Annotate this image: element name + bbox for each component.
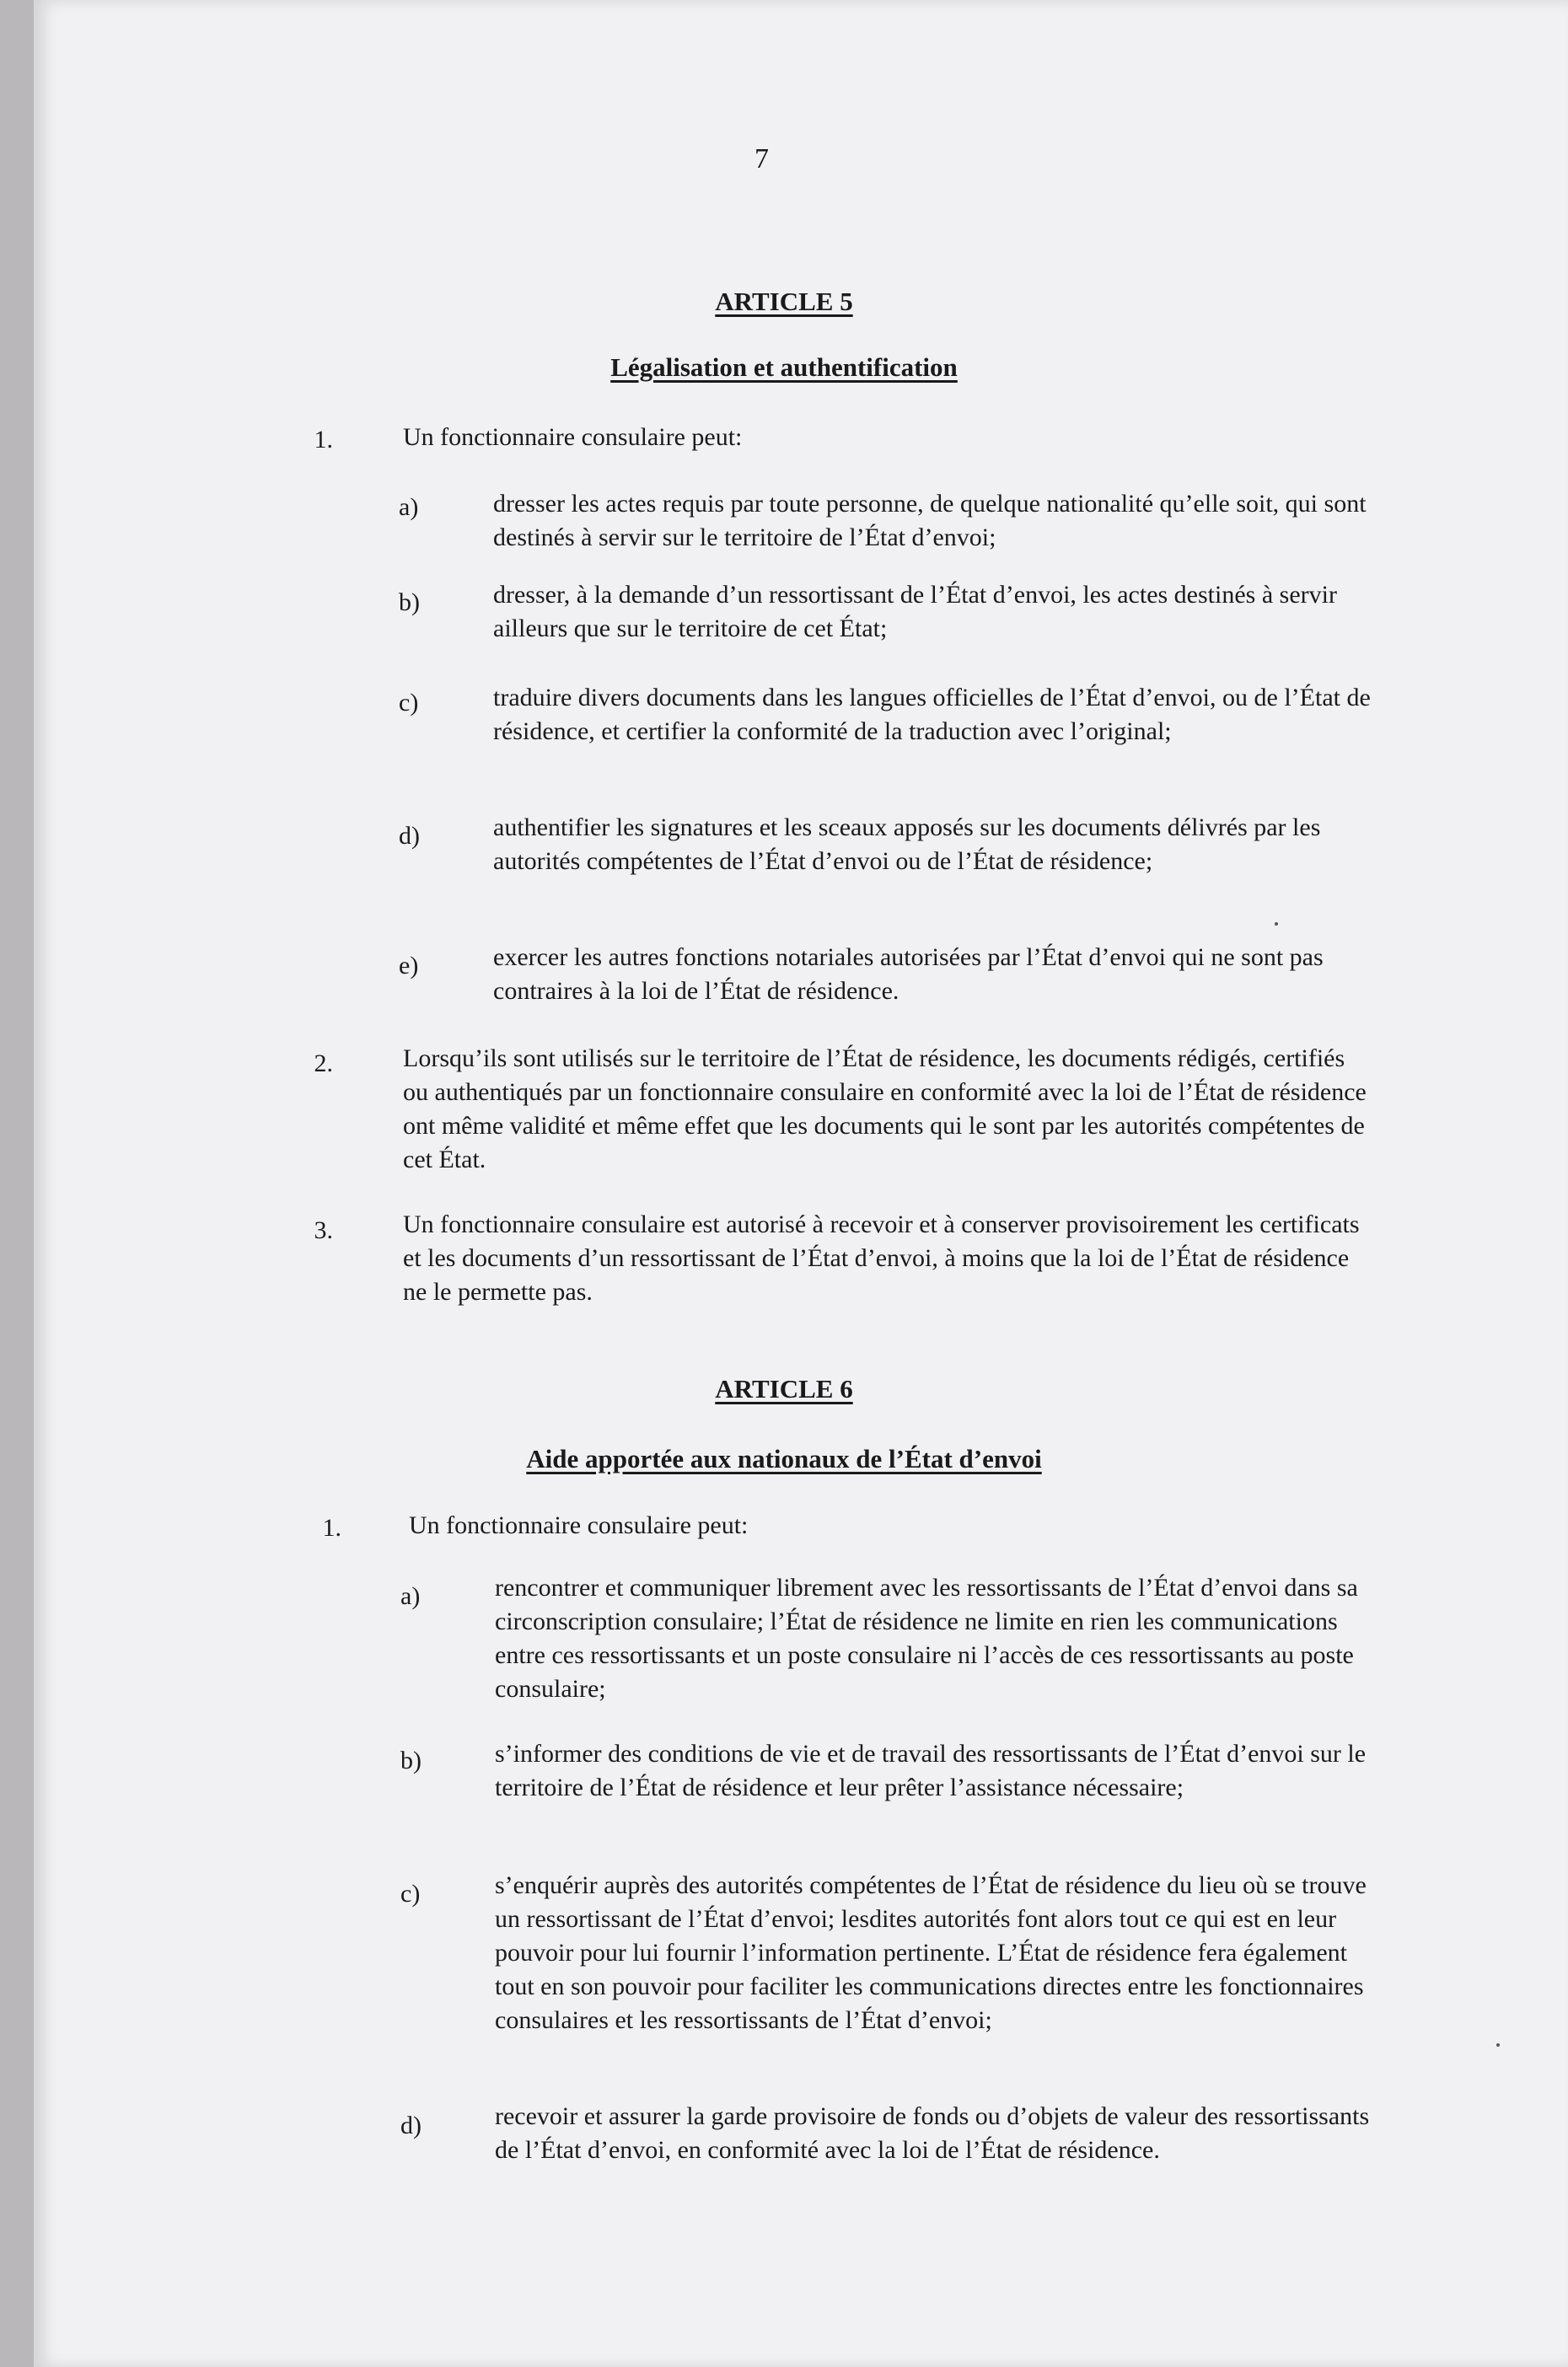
article-5-item-a-text: dresser les actes requis par toute personne, de quelque nationalité qu’elle soit, qui sont destinés à servir sur le territoire de l’État d’envoi; (493, 490, 1367, 551)
article-6-item-c-letter: c) (400, 1880, 421, 1908)
article-5-item-b-letter: b) (399, 588, 420, 616)
article-5-title: ARTICLE 5 (715, 287, 853, 316)
article-5-para-2-number: 2. (314, 1049, 333, 1077)
article-5-subtitle: Légalisation et authentification (610, 352, 958, 382)
article-5-item-c-letter: c) (399, 689, 419, 717)
article-5-para-3-number: 3. (314, 1216, 333, 1244)
article-5-item-d-letter: d) (399, 822, 420, 850)
article-5-para-1-text: Un fonctionnaire consulaire peut: (403, 423, 743, 451)
article-6-subtitle: Aide apportée aux nationaux de l’État d’envoi (526, 1444, 1042, 1473)
article-5-item-a-letter: a) (399, 493, 419, 521)
article-5-item-b-text: dresser, à la demande d’un ressortissant de l’État d’envoi, les actes destinés à servir ailleurs que sur le territoire de cet État; (493, 581, 1337, 642)
article-5-para-1-number: 1. (314, 426, 333, 454)
article-6-item-a-letter: a) (400, 1582, 421, 1610)
article-5-item-e-letter: e) (399, 952, 419, 980)
article-5-item-c-text: traduire divers documents dans les langues officielles de l’État d’envoi, ou de l’État de résidence, et certifier la conformité de la traduction avec l’original; (493, 684, 1371, 745)
page-number: 7 (754, 143, 769, 174)
article-6-item-d-letter: d) (400, 2112, 422, 2139)
article-5-para-2-text: Lorsqu’ils sont utilisés sur le territoire de l’État de résidence, les documents rédigés, certifiés ou authentiqués par un fonctionnaire consulaire en conformité avec la loi de l’État de résidence ont même validité et même effet que les documents qui le sont par les autorités compétentes de cet État. (403, 1044, 1367, 1173)
article-6-title: ARTICLE 6 (715, 1374, 853, 1404)
article-6-item-c-text: s’enquérir auprès des autorités compétentes de l’État de résidence du lieu où se trouve un ressortissant de l’État d’envoi; lesdites autorités font alors tout ce qui est en leur pouvoir pour lui fournir l’information pertinente. L’État de résidence fera également tout en son pouvoir pour faciliter les communications directes entre les fonctionnaires consulaires et les ressortissants de l’État d’envoi; (495, 1871, 1367, 2034)
article-6-para-1-number: 1. (322, 1514, 341, 1542)
scan-speck (1496, 2043, 1500, 2047)
article-5-item-d-text: authentifier les signatures et les sceaux apposés sur les documents délivrés par les autorités compétentes de l’État d’envoi ou de l’État de résidence; (493, 813, 1321, 875)
article-5-para-3-text: Un fonctionnaire consulaire est autorisé à recevoir et à conserver provisoirement les certificats et les documents d’un ressortissant de l’État d’envoi, à moins que la loi de l’État de résidence ne le permette pas. (403, 1210, 1360, 1306)
article-5-item-e-text: exercer les autres fonctions notariales autorisées par l’État d’envoi qui ne sont pas contraires à la loi de l’État de résidence. (493, 943, 1324, 1005)
article-6-para-1-text: Un fonctionnaire consulaire peut: (409, 1511, 749, 1539)
article-6-item-a-text: rencontrer et communiquer librement avec les ressortissants de l’État d’envoi dans sa circonscription consulaire; l’État de résidence ne limite en rien les communications entre ces ressortissants et un poste consulaire ni l’accès de ces ressortissants au poste consulaire; (495, 1574, 1358, 1703)
article-6-item-b-text: s’informer des conditions de vie et de travail des ressortissants de l’État d’envoi sur le territoire de l’État de résidence et leur prêter l’assistance nécessaire; (495, 1740, 1367, 1801)
article-6-item-d-text: recevoir et assurer la garde provisoire de fonds ou d’objets de valeur des ressortissants de l’État d’envoi, en conformité avec la loi de l’État de résidence. (495, 2102, 1370, 2164)
scan-speck (1275, 922, 1278, 926)
article-6-item-b-letter: b) (400, 1747, 422, 1774)
